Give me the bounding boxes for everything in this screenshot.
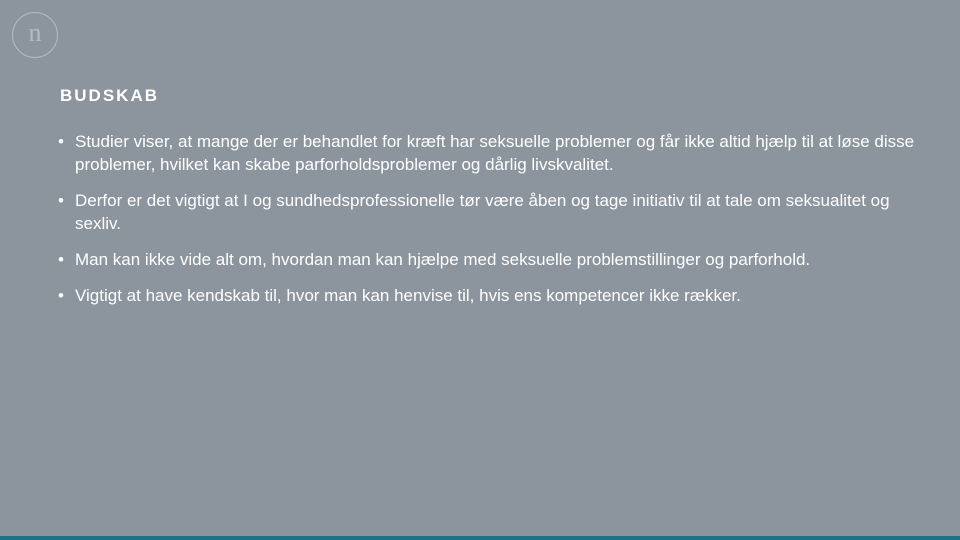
bullet-dot-icon: • [58,286,64,305]
bullet-text: Derfor er det vigtigt at I og sundhedsprofessionelle tør være åben og tage initiativ til at tale om seksualitet og sexliv. [75,191,890,233]
bullet-dot-icon: • [58,191,64,210]
logo-glyph: n [28,18,42,47]
bullet-dot-icon: • [58,250,64,269]
bullet-text: Studier viser, at mange der er behandlet for kræft har seksuelle problemer og får ikke altid hjælp til at løse disse problemer, hvilket kan skabe parforholdsproblemer og dårlig livskvalitet. [75,132,915,174]
bullet-item [58,130,918,176]
bullet-dot-icon: • [58,132,64,151]
bullet-text: Vigtigt at have kendskab til, hvor man kan henvise til, hvis ens kompetencer ikke rækker. [75,286,741,305]
bullet-list [58,130,918,320]
slide-title: BUDSKAB [60,86,159,105]
bullet-text: Man kan ikke vide alt om, hvordan man kan hjælpe med seksuelle problemstillinger og parforhold. [75,250,811,269]
accent-bar [0,536,960,540]
bullet-item [58,189,918,235]
brand-logo-icon [12,12,58,58]
bullet-item [58,248,918,271]
bullet-item [58,284,918,307]
